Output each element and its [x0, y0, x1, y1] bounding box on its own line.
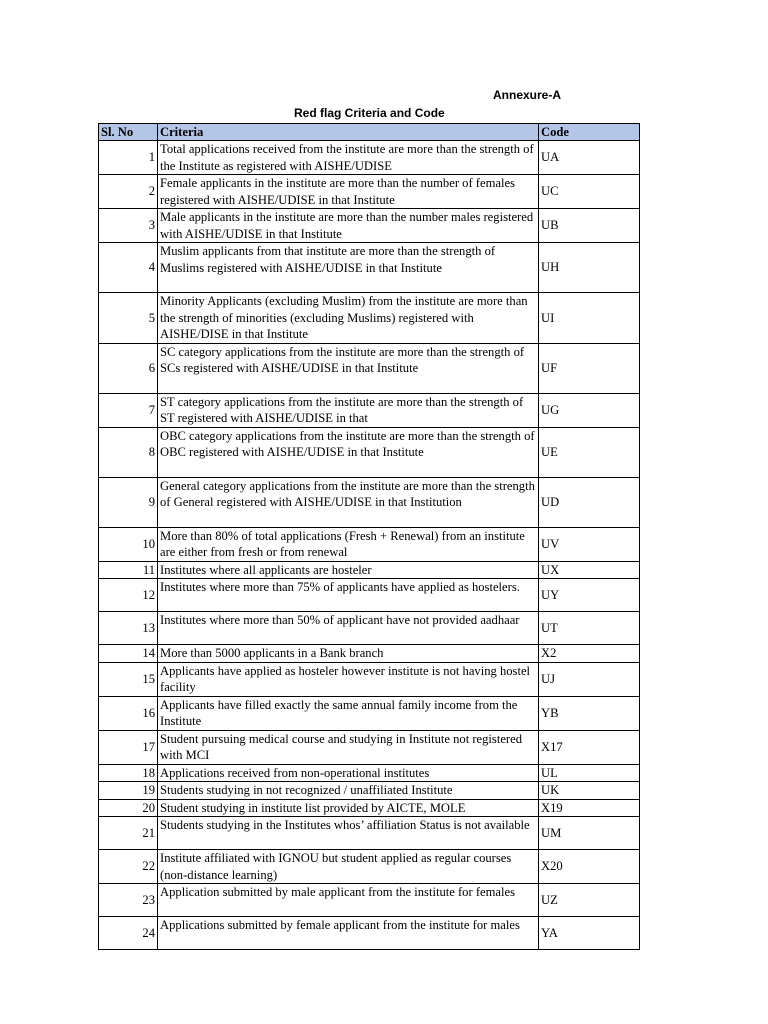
table-row [99, 917, 640, 950]
criteria-text: ST category applications from the institute are more than the strength of ST registered with AISHE/UDISE in that [158, 393, 539, 427]
criteria-text: Applications submitted by female applicant from the institute for males [158, 917, 539, 950]
flag-code: UH [539, 243, 640, 293]
flag-code: UF [539, 343, 640, 393]
sl-number: 5 [99, 293, 158, 344]
sl-number: 17 [99, 730, 158, 764]
criteria-text: More than 5000 applicants in a Bank branch [158, 645, 539, 663]
sl-number: 2 [99, 175, 158, 209]
table-row [99, 175, 640, 209]
table-row [99, 662, 640, 696]
criteria-text: Applicants have filled exactly the same annual family income from the Institute [158, 696, 539, 730]
sl-number: 4 [99, 243, 158, 293]
criteria-text: Total applications received from the institute are more than the strength of the Institute as registered with AISHE/UDISE [158, 141, 539, 175]
criteria-text: Minority Applicants (excluding Muslim) from the institute are more than the strength of minorities (excluding Muslims) registered with AISHE/DISE in that Institute [158, 293, 539, 344]
flag-code: YA [539, 917, 640, 950]
criteria-text: Student pursuing medical course and studying in Institute not registered with MCI [158, 730, 539, 764]
flag-code: UV [539, 527, 640, 561]
criteria-text: Institutes where all applicants are hosteler [158, 561, 539, 579]
sl-number: 8 [99, 427, 158, 477]
table-row [99, 579, 640, 612]
table-row [99, 209, 640, 243]
sl-number: 7 [99, 393, 158, 427]
table-row [99, 799, 640, 817]
flag-code: UB [539, 209, 640, 243]
flag-code: UI [539, 293, 640, 344]
criteria-text: Institutes where more than 50% of applicant have not provided aadhaar [158, 612, 539, 645]
annexure-label: Annexure-A [493, 88, 562, 102]
sl-number: 19 [99, 782, 158, 800]
criteria-text: Applications received from non-operational institutes [158, 764, 539, 782]
table-row [99, 343, 640, 393]
criteria-text: Students studying in not recognized / unaffiliated Institute [158, 782, 539, 800]
criteria-text: Application submitted by male applicant from the institute for females [158, 884, 539, 917]
sl-number: 18 [99, 764, 158, 782]
table-header-row [99, 124, 640, 141]
sl-number: 24 [99, 917, 158, 950]
table-row [99, 696, 640, 730]
flag-code: UA [539, 141, 640, 175]
criteria-text: More than 80% of total applications (Fresh + Renewal) from an institute are either from fresh or from renewal [158, 527, 539, 561]
sl-number: 23 [99, 884, 158, 917]
criteria-text: Student studying in institute list provided by AICTE, MOLE [158, 799, 539, 817]
header-code: Code [539, 124, 640, 141]
table-row [99, 612, 640, 645]
flag-code: UX [539, 561, 640, 579]
table-row [99, 884, 640, 917]
flag-code: YB [539, 696, 640, 730]
criteria-text: SC category applications from the institute are more than the strength of SCs registered with AISHE/UDISE in that Institute [158, 343, 539, 393]
red-flag-criteria-table [98, 123, 640, 950]
flag-code: UJ [539, 662, 640, 696]
table-row [99, 561, 640, 579]
header-criteria: Criteria [158, 124, 539, 141]
criteria-text: Male applicants in the institute are more than the number males registered with AISHE/UDISE in that Institute [158, 209, 539, 243]
table-row [99, 293, 640, 344]
sl-number: 15 [99, 662, 158, 696]
flag-code: UM [539, 817, 640, 850]
sl-number: 13 [99, 612, 158, 645]
flag-code: UE [539, 427, 640, 477]
flag-code: X19 [539, 799, 640, 817]
table-row [99, 817, 640, 850]
sl-number: 16 [99, 696, 158, 730]
flag-code: X20 [539, 850, 640, 884]
flag-code: UG [539, 393, 640, 427]
criteria-text: General category applications from the institute are more than the strength of General registered with AISHE/UDISE in that Institution [158, 477, 539, 527]
table-row [99, 393, 640, 427]
flag-code: UT [539, 612, 640, 645]
criteria-text: Female applicants in the institute are more than the number of females registered with AISHE/UDISE in that Institute [158, 175, 539, 209]
flag-code: UY [539, 579, 640, 612]
sl-number: 6 [99, 343, 158, 393]
flag-code: UC [539, 175, 640, 209]
sl-number: 12 [99, 579, 158, 612]
table-row [99, 730, 640, 764]
document-title: Red flag Criteria and Code [294, 106, 445, 120]
flag-code: UK [539, 782, 640, 800]
table-row [99, 243, 640, 293]
sl-number: 3 [99, 209, 158, 243]
table-row [99, 141, 640, 175]
sl-number: 21 [99, 817, 158, 850]
flag-code: UD [539, 477, 640, 527]
sl-number: 22 [99, 850, 158, 884]
sl-number: 20 [99, 799, 158, 817]
table-row [99, 850, 640, 884]
sl-number: 14 [99, 645, 158, 663]
table-row [99, 427, 640, 477]
criteria-text: Institutes where more than 75% of applicants have applied as hostelers. [158, 579, 539, 612]
criteria-text: OBC category applications from the institute are more than the strength of OBC registered with AISHE/UDISE in that Institute [158, 427, 539, 477]
criteria-text: Applicants have applied as hosteler however institute is not having hostel facility [158, 662, 539, 696]
flag-code: X17 [539, 730, 640, 764]
sl-number: 10 [99, 527, 158, 561]
table-row [99, 782, 640, 800]
flag-code: UL [539, 764, 640, 782]
table-row [99, 527, 640, 561]
criteria-text: Muslim applicants from that institute are more than the strength of Muslims registered with AISHE/UDISE in that Institute [158, 243, 539, 293]
sl-number: 1 [99, 141, 158, 175]
header-sl-no: Sl. No [99, 124, 158, 141]
sl-number: 9 [99, 477, 158, 527]
table-row [99, 477, 640, 527]
flag-code: X2 [539, 645, 640, 663]
criteria-text: Students studying in the Institutes whos’ affiliation Status is not available [158, 817, 539, 850]
sl-number: 11 [99, 561, 158, 579]
table-row [99, 764, 640, 782]
flag-code: UZ [539, 884, 640, 917]
table-row [99, 645, 640, 663]
criteria-text: Institute affiliated with IGNOU but student applied as regular courses (non-distance learning) [158, 850, 539, 884]
